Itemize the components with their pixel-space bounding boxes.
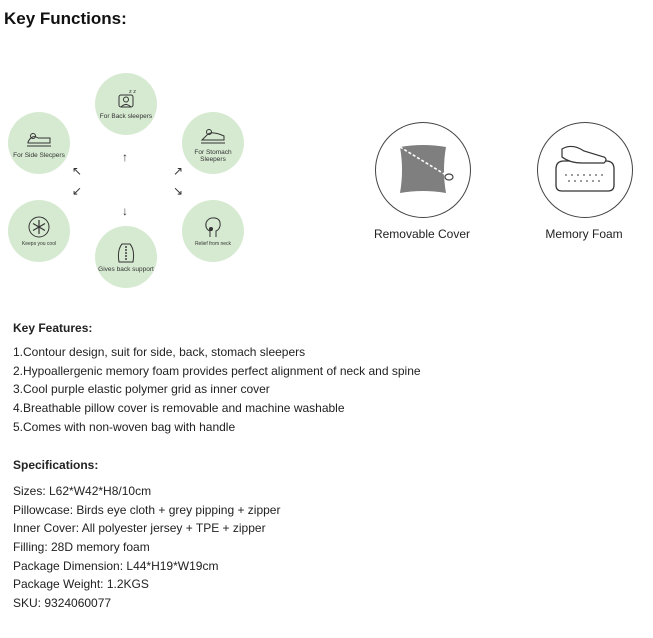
list-item: 2.Hypoallergenic memory foam provides perfect alignment of neck and spine (13, 363, 421, 378)
svg-text:z z: z z (129, 89, 136, 96)
removable-cover-badge (375, 122, 471, 218)
spine-icon (111, 240, 141, 264)
memory-foam-label: Memory Foam (545, 227, 623, 241)
arrow-up-icon: ↑ (122, 150, 128, 164)
list-item: Package Dimension: L44*H19*W19cm (13, 558, 219, 573)
list-item: 1.Contour design, suit for side, back, stomach sleepers (13, 345, 306, 359)
removable-cover-label: Removable Cover (373, 227, 471, 241)
list-item: 4.Breathable pillow cover is removable and machine washable (13, 401, 345, 416)
arrow-down-icon: ↓ (122, 204, 128, 218)
list-item: SKU: 9324060077 (13, 596, 112, 611)
list-item: Package Weight: 1.2KGS (13, 577, 149, 592)
stomach-sleeper-icon (198, 123, 228, 147)
key-features-heading: Key Features: (13, 321, 93, 335)
specifications-heading: Specifications: (13, 458, 99, 472)
back-sleeper-icon (111, 87, 141, 111)
functions-diagram (0, 60, 260, 300)
snowflake-icon (24, 215, 54, 239)
arrow-up-right-icon: ↗ (173, 164, 184, 178)
specifications-list (13, 482, 280, 613)
neck-relief-icon (198, 215, 228, 239)
function-label: For Back sleepers (99, 113, 153, 121)
function-label: Relief from neck (194, 241, 232, 247)
memory-foam-badge (537, 122, 633, 218)
function-label: For Side Slecpers (13, 152, 65, 160)
function-label: Keeps you cool (21, 241, 57, 247)
list-item: Filling: 28D memory foam (13, 540, 150, 555)
list-item: Sizes: L62*W42*H8/10cm (13, 484, 152, 498)
page-title: Key Functions: (4, 9, 127, 28)
function-back-support (95, 226, 157, 288)
function-label: Gives back support (98, 266, 154, 274)
list-item: 3.Cool purple elastic polymer grid as inner cover (13, 382, 270, 397)
function-side-sleepers (8, 112, 70, 174)
arrow-down-right-icon: ↘ (173, 184, 184, 198)
list-item: Pillowcase: Birds eye cloth + grey pipping + zipper (13, 502, 281, 517)
function-keeps-cool (8, 200, 70, 262)
list-item: Inner Cover: All polyester jersey + TPE + zipper (13, 521, 266, 536)
function-stomach-sleepers (182, 112, 244, 174)
memory-foam-icon (538, 123, 632, 217)
arrow-up-left-icon: ↖ (72, 164, 83, 178)
function-back-sleepers (95, 73, 157, 135)
function-label: For Stomach Sleepers (194, 148, 232, 163)
arrow-down-left-icon: ↙ (72, 184, 83, 198)
function-neck-relief (182, 200, 244, 262)
removable-cover-icon (376, 123, 470, 217)
key-features-list (13, 343, 421, 436)
side-sleeper-icon (24, 126, 54, 150)
list-item: 5.Comes with non-woven bag with handle (13, 419, 236, 434)
